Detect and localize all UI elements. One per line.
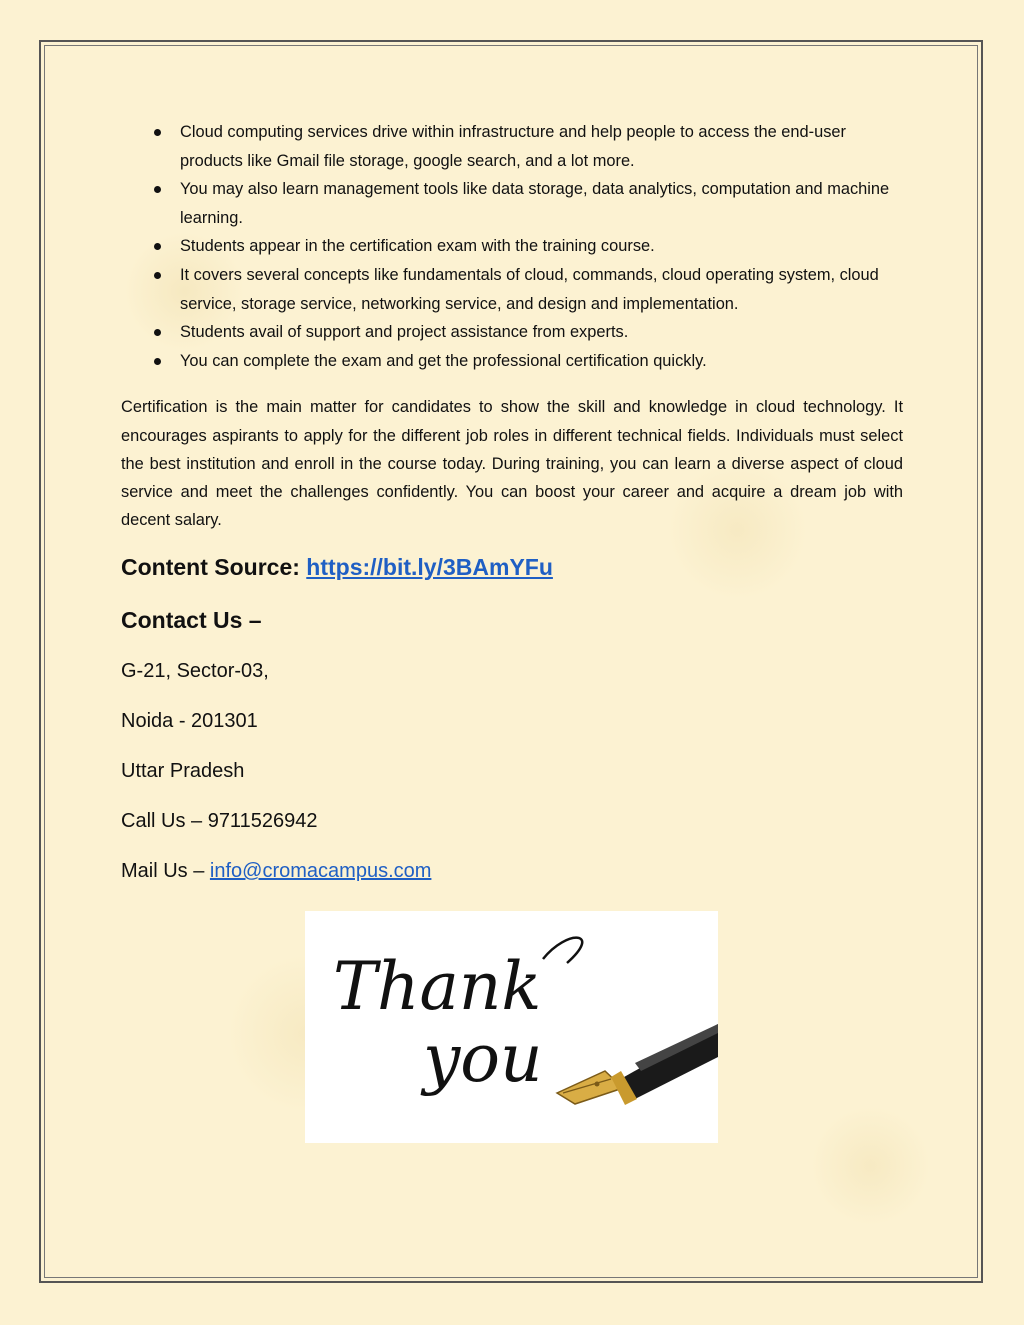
bullet-icon	[154, 329, 161, 336]
fountain-pen-icon	[557, 1024, 718, 1105]
summary-paragraph: Certification is the main matter for candidates to show the skill and knowledge in cloud technology. It encourages aspirants to apply for the different job roles in different technical fields. Individuals must select the best institution and enroll in the course today. During training, you can learn a diverse aspect of cloud service and meet the challenges confidently. You can boost your career and acquire a dream job with decent salary.	[121, 398, 903, 530]
bullet-icon	[154, 186, 161, 193]
address-line-2: Noida - 201301	[121, 710, 258, 733]
mail-us	[121, 858, 903, 884]
list-item: It covers several concepts like fundamentals of cloud, commands, cloud operating system, cloud service, storage service, networking service, and design and implementation.	[121, 261, 903, 318]
content-source	[121, 554, 903, 581]
call-us: Call Us – 9711526942	[121, 810, 318, 833]
content-source-label: Content Source:	[121, 554, 300, 581]
list-item: You may also learn management tools like data storage, data analytics, computation and machine learning.	[121, 175, 903, 232]
mail-us-link[interactable]: info@cromacampus.com	[209, 860, 432, 883]
flourish-swash	[543, 938, 582, 963]
page-content	[121, 118, 903, 884]
list-item: Students avail of support and project assistance from experts.	[121, 318, 903, 347]
list-item: Students appear in the certification exam with the training course.	[121, 232, 903, 261]
bullet-icon	[154, 129, 161, 136]
contact-heading: Contact Us –	[121, 607, 262, 634]
bullet-icon	[154, 243, 161, 250]
thank-text: Thank	[333, 948, 542, 1025]
bullet-icon	[154, 272, 161, 279]
content-source-link[interactable]: https://bit.ly/3BAmYFu	[306, 554, 553, 581]
address-line-1: G-21, Sector-03,	[121, 660, 269, 683]
you-text: you	[423, 1020, 543, 1097]
list-item: You can complete the exam and get the professional certification quickly.	[121, 347, 903, 376]
address-line-3: Uttar Pradesh	[121, 760, 245, 783]
mail-us-label: Mail Us –	[121, 860, 205, 883]
bullet-icon	[154, 358, 161, 365]
list-item: Cloud computing services drive within infrastructure and help people to access the end-user products like Gmail file storage, google search, and a lot more.	[121, 118, 903, 175]
thank-you-graphic	[305, 911, 718, 1143]
feature-list	[121, 118, 903, 375]
thank-you-image	[305, 911, 718, 1143]
